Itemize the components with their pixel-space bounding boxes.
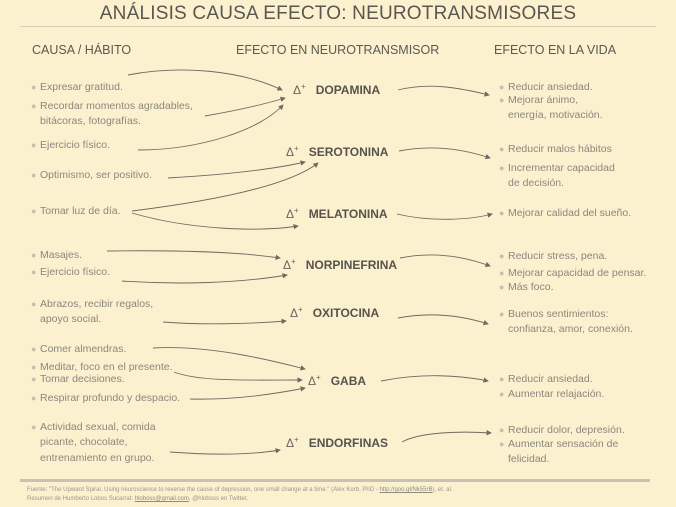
life-effect-item-continued: de decisión. <box>508 177 565 189</box>
cause-item: ● Masajes. <box>31 249 83 261</box>
life-effect-item: ● Incrementar capacidad <box>499 162 615 174</box>
delta-plus-icon: Δ+ <box>290 305 303 320</box>
neurotransmitter-melatonina: Δ+ MELATONINA <box>286 206 388 221</box>
cause-item: ● Meditar, foco en el presente. <box>31 361 173 373</box>
footer-divider <box>20 479 650 482</box>
cause-item-continued: bitácoras, fotografías. <box>40 115 141 127</box>
cause-item: ● Respirar profundo y despacio. <box>31 392 181 404</box>
life-effect-item-continued: felicidad. <box>508 453 550 465</box>
delta-plus-icon: Δ+ <box>283 257 296 272</box>
cause-item-continued: picante, chocolate, <box>40 436 128 448</box>
neurotransmitter-oxitocina: Δ+ OXITOCINA <box>290 305 380 320</box>
life-effect-item: ● Reducir stress, pena. <box>499 250 608 262</box>
cause-item: ● Tomar luz de día. <box>31 205 121 217</box>
cause-item: ● Ejercicio físico. <box>31 266 111 278</box>
life-effect-item: ● Aumentar relajación. <box>499 388 605 400</box>
cause-item: ● Tomar decisiones. <box>31 373 125 385</box>
life-effect-item: ● Más foco. <box>499 281 554 293</box>
cause-item-continued: entrenamiento en grupo. <box>40 452 155 464</box>
life-effect-item: ● Reducir malos hábitos <box>499 143 612 155</box>
neurotransmitter-dopamina: Δ+ DOPAMINA <box>293 82 381 97</box>
cause-item: ● Actividad sexual, comida <box>31 421 156 433</box>
cause-item: ● Expresar gratitud. <box>31 81 123 93</box>
column-header-life: EFECTO EN LA VIDA <box>494 43 617 57</box>
life-effect-item: ● Mejorar ánimo, <box>499 94 579 106</box>
column-header-neurotransmitter: EFECTO EN NEUROTRANSMISOR <box>236 43 440 57</box>
page-title: ANÁLISIS CAUSA EFECTO: NEUROTRANSMISORES <box>99 3 577 24</box>
neurotransmitter-norpinefrina: Δ+ NORPINEFRINA <box>283 257 398 272</box>
delta-plus-icon: Δ+ <box>286 435 299 450</box>
cause-item: ● Comer almendras. <box>31 343 127 355</box>
footer-source: Fuente: "The Upward Spiral. Using neuroscience to reverse the cause of depression, one small change at a time." (Alex Korb, PhD - http://goo.gl/Nk55rB), et. al. <box>27 487 453 493</box>
life-effect-item: ● Mejorar calidad del sueño. <box>499 207 632 219</box>
life-effect-item-continued: energía, motivación. <box>508 109 603 121</box>
life-effect-item: ● Reducir dolor, depresión. <box>499 424 625 436</box>
life-effect-item: ● Buenos sentimientos: <box>499 308 609 320</box>
cause-item: ● Optimismo, ser positivo. <box>31 169 153 181</box>
neurotransmitter-serotonina: Δ+ SEROTONINA <box>286 144 389 159</box>
life-effect-item-continued: confianza, amor, conexión. <box>508 323 633 335</box>
life-effect-item: ● Aumentar sensación de <box>499 438 619 450</box>
life-effect-item: ● Reducir ansiedad. <box>499 81 593 93</box>
neurotransmitter-endorfinas: Δ+ ENDORFINAS <box>286 435 389 450</box>
delta-plus-icon: Δ+ <box>293 82 306 97</box>
cause-item-continued: apoyo social. <box>40 313 102 325</box>
delta-plus-icon: Δ+ <box>286 206 299 221</box>
footer-author: Resumen de Humberto Lobos Sucarrat: hloboss@gmail.com, @hloboss en Twitter. <box>27 496 248 502</box>
column-header-cause: CAUSA / HÁBITO <box>32 43 132 57</box>
cause-item: ● Abrazos, recibir regalos, <box>31 298 154 310</box>
delta-plus-icon: Δ+ <box>286 144 299 159</box>
cause-item: ● Recordar momentos agradables, <box>31 100 193 112</box>
email-link[interactable]: hloboss@gmail.com <box>134 496 189 502</box>
source-link[interactable]: http://goo.gl/Nk55rB <box>379 487 433 493</box>
life-effect-item: ● Mejorar capacidad de pensar. <box>499 267 647 279</box>
neurotransmitter-gaba: Δ+ GABA <box>308 373 367 388</box>
life-effect-item: ● Reducir ansiedad. <box>499 373 593 385</box>
cause-item: ● Ejercicio físico. <box>31 139 111 151</box>
delta-plus-icon: Δ+ <box>308 373 321 388</box>
